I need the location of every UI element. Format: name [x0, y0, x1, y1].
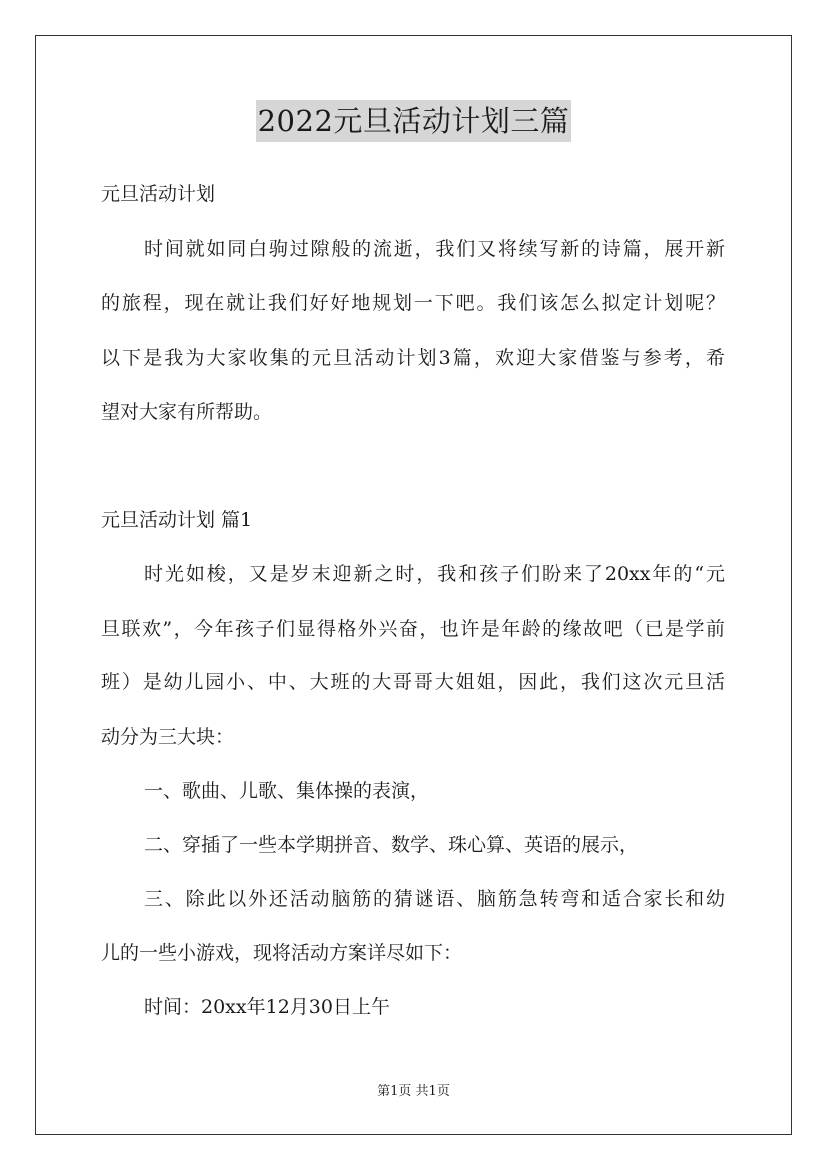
title-container	[0, 100, 827, 142]
list-item-1: 一、歌曲、儿歌、集体操的表演，	[144, 780, 430, 802]
document-heading: 元旦活动计划	[101, 183, 216, 205]
list-item-3-line-2: 儿的一些小游戏，现将活动方案详尽如下：	[101, 942, 463, 964]
intro-line-1: 时间就如同白驹过隙般的流逝，我们又将续写新的诗篇，展开新	[144, 238, 725, 260]
intro-line-4: 望对大家有所帮助。	[101, 401, 273, 423]
section-line-1: 时光如梭，又是岁末迎新之时，我和孩子们盼来了20xx年的“元	[144, 563, 725, 585]
time-line: 时间：20xx年12月30日上午	[144, 996, 390, 1018]
page-number-footer: 第1页 共1页	[377, 1084, 450, 1099]
section-line-4: 动分为三大块：	[101, 726, 235, 748]
section-heading: 元旦活动计划 篇1	[101, 509, 253, 531]
intro-line-2: 的旅程，现在就让我们好好地规划一下吧。我们该怎么拟定计划呢？	[101, 292, 725, 314]
section-line-3: 班）是幼儿园小、中、大班的大哥哥大姐姐，因此，我们这次元旦活	[101, 671, 725, 693]
document-title: 2022元旦活动计划三篇	[256, 100, 572, 142]
list-item-3-line-1: 三、除此以外还活动脑筋的猜谜语、脑筋急转弯和适合家长和幼	[144, 888, 725, 910]
section-line-2: 旦联欢”，今年孩子们显得格外兴奋，也许是年龄的缘故吧（已是学前	[101, 618, 725, 640]
list-item-2: 二、穿插了一些本学期拼音、数学、珠心算、英语的展示，	[144, 834, 639, 856]
intro-line-3: 以下是我为大家收集的元旦活动计划3篇，欢迎大家借鉴与参考，希	[101, 347, 725, 369]
